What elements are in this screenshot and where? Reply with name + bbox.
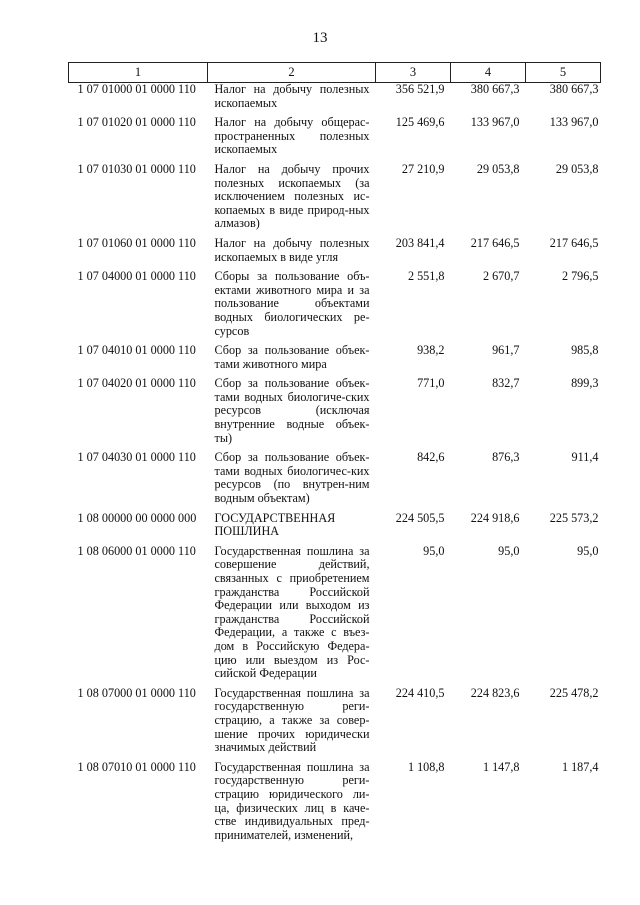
value-col5-cell: 95,0 — [577, 543, 599, 558]
revenue-name-cell: Налог на добычу прочих полезных ископаемых (за исключением полезных ис-копаемых в виде природ-ных алмазов) — [214, 161, 370, 231]
table-row — [69, 83, 601, 117]
value-col4-cell: 961,7 — [492, 343, 520, 358]
table-row — [69, 237, 601, 270]
value-col3-cell: 27 210,9 — [401, 161, 445, 176]
value-col5-cell: 225 478,2 — [549, 685, 599, 700]
revenue-name-cell: Налог на добычу полезных ископаемых в виде угля — [214, 235, 370, 264]
value-col4-cell: 217 646,5 — [470, 235, 520, 250]
table-row — [69, 270, 601, 344]
table-row — [69, 545, 601, 687]
value-col3-cell: 2 551,8 — [407, 269, 445, 284]
value-col3-cell: 95,0 — [423, 543, 445, 558]
budget-code-cell: 1 07 04000 01 0000 110 — [77, 269, 196, 284]
value-col5-cell: 1 187,4 — [561, 759, 599, 774]
revenue-name-cell: Сбор за пользование объек-тами водных биологиче-ских ресурсов (исключая внутренние водные объек-ты) — [214, 376, 370, 445]
value-col3-cell: 356 521,9 — [395, 82, 445, 96]
budget-code-cell: 1 08 06000 01 0000 110 — [77, 543, 196, 558]
budget-code-cell: 1 07 01000 01 0000 110 — [77, 82, 196, 96]
value-col5-cell: 899,3 — [571, 376, 599, 391]
revenue-name-cell: Государственная пошлина за государственную реги-страцию, а также за совер-шение прочих юридически значимых действий — [214, 685, 370, 755]
table-row — [69, 377, 601, 451]
table-row — [69, 344, 601, 377]
column-header: 5 — [526, 63, 601, 83]
revenue-name-cell: Государственная пошлина за государственную реги-страцию юридического ли-ца, физических лиц в каче-стве индивидуальных пред-принимателей, изменений, — [214, 759, 370, 842]
column-header: 2 — [208, 63, 376, 83]
table-row — [69, 512, 601, 545]
revenue-name-cell: Сборы за пользование объ-ектами животного мира и за пользование объектами водных биологических ре-сурсов — [214, 269, 370, 338]
revenue-name-cell: Сбор за пользование объек-тами животного мира — [214, 343, 370, 371]
budget-revenue-table — [68, 62, 601, 848]
value-col4-cell: 876,3 — [492, 450, 520, 465]
budget-code-cell: 1 07 01020 01 0000 110 — [77, 115, 196, 130]
table-row — [69, 761, 601, 849]
value-col4-cell: 95,0 — [498, 543, 520, 558]
revenue-name-cell: Налог на добычу полезных ископаемых — [214, 82, 370, 110]
value-col3-cell: 125 469,6 — [395, 115, 445, 130]
table-row — [69, 116, 601, 163]
value-col3-cell: 224 410,5 — [395, 685, 445, 700]
value-col5-cell: 911,4 — [571, 450, 599, 465]
value-col5-cell: 133 967,0 — [549, 115, 599, 130]
value-col4-cell: 1 147,8 — [482, 759, 520, 774]
value-col3-cell: 224 505,5 — [395, 510, 445, 525]
value-col4-cell: 224 823,6 — [470, 685, 520, 700]
budget-code-cell: 1 07 04020 01 0000 110 — [77, 376, 196, 391]
revenue-name-cell: Сбор за пользование объек-тами водных биологичес-ких ресурсов (по внутрен-ним водным объектам) — [214, 450, 370, 506]
value-col4-cell: 133 967,0 — [470, 115, 520, 130]
value-col5-cell: 2 796,5 — [561, 269, 599, 284]
value-col5-cell: 29 053,8 — [555, 161, 599, 176]
revenue-name-cell: ГОСУДАРСТВЕННАЯ ПОШЛИНА — [214, 510, 336, 539]
column-header: 3 — [376, 63, 451, 83]
value-col5-cell: 380 667,3 — [549, 82, 599, 96]
budget-code-cell: 1 07 04030 01 0000 110 — [77, 450, 196, 465]
budget-code-cell: 1 07 01060 01 0000 110 — [77, 235, 196, 250]
column-header: 1 — [69, 63, 208, 83]
value-col4-cell: 380 667,3 — [470, 82, 520, 96]
value-col3-cell: 203 841,4 — [395, 235, 445, 250]
revenue-name-cell: Налог на добычу общерас-пространенных полезных ископаемых — [214, 115, 370, 157]
value-col3-cell: 842,6 — [417, 450, 445, 465]
budget-code-cell: 1 08 00000 00 0000 000 — [77, 510, 197, 525]
budget-code-cell: 1 08 07000 01 0000 110 — [77, 685, 196, 700]
table-row — [69, 451, 601, 511]
page-number: 13 — [312, 30, 328, 46]
value-col5-cell: 217 646,5 — [549, 235, 599, 250]
budget-code-cell: 1 07 04010 01 0000 110 — [77, 343, 196, 358]
value-col4-cell: 29 053,8 — [476, 161, 520, 176]
value-col4-cell: 224 918,6 — [470, 510, 520, 525]
table-header-row — [69, 63, 601, 83]
value-col3-cell: 1 108,8 — [407, 759, 445, 774]
value-col4-cell: 832,7 — [492, 376, 520, 391]
value-col5-cell: 225 573,2 — [549, 510, 599, 525]
column-header: 4 — [451, 63, 526, 83]
table-row — [69, 163, 601, 237]
revenue-name-cell: Государственная пошлина за совершение действий, связанных с приобретением гражданства Российской Федерации или выходом из гражданства Российской Федерации, а также с въез-дом в Российскую Федера-цию или выездом из Рос-сийской Федерации — [214, 543, 370, 681]
budget-code-cell: 1 07 01030 01 0000 110 — [77, 161, 196, 176]
table-row — [69, 687, 601, 761]
budget-code-cell: 1 08 07010 01 0000 110 — [77, 759, 196, 774]
value-col3-cell: 938,2 — [417, 343, 445, 358]
value-col3-cell: 771,0 — [417, 376, 445, 391]
value-col5-cell: 985,8 — [571, 343, 599, 358]
value-col4-cell: 2 670,7 — [482, 269, 520, 284]
